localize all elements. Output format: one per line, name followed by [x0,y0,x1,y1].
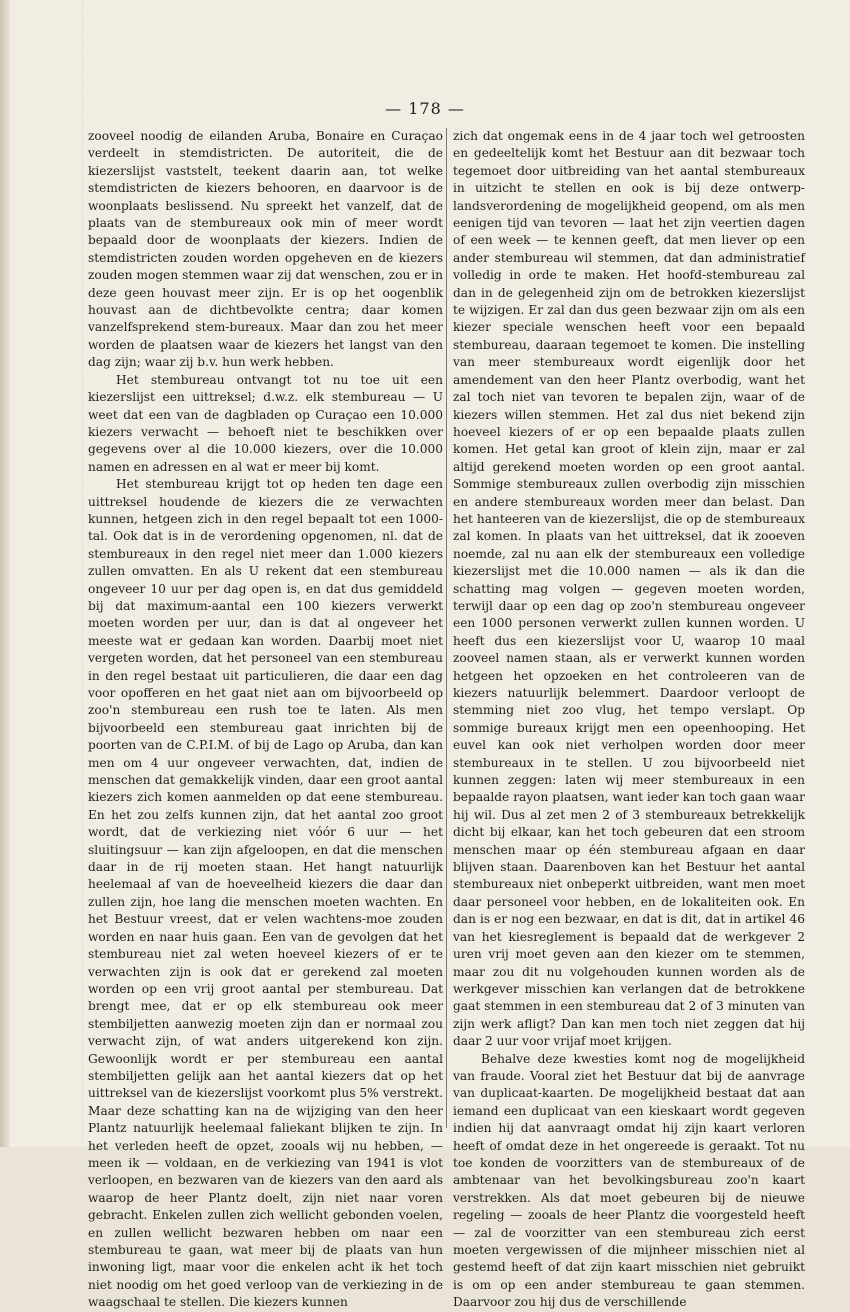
paragraph: Het stembureau ontvangt tot nu toe uit een kiezerslijst een uittreksel; d.w.z. elk stembureau — U weet dat een van de dagbladen op Curaçao een 10.000 kiezers verwacht — behoeft niet te beschikken over gegevens over al die 10.000 kiezers, over die 10.000 namen en adressen en al wat er meer bij komt. [88,372,443,474]
paragraph: zooveel noodig de eilanden Aruba, Bonaire en Curaçao verdeelt in stemdistricten. De autoriteit, die de kiezerslijst vaststelt, teekent daarin aan, tot welke stemdistricten de kiezers behooren, en daarvoor is de woonplaats beslissend. Nu spreekt het vanzelf, dat de plaats van de stembureaux ook min of meer wordt bepaald door de woonplaats der kiezers. Indien de stemdistricten zouden worden opgeheven en de kiezers zouden mogen stemmen waar zij dat wenschen, zou er in deze geen houvast meer zijn. Er is op het oogenblik houvast aan de dichtbevolkte centra; daar komen vanzelfsprekend stem-bureaux. Maar dan zou het meer worden de plaatsen waar de kiezers het langst van den dag zijn; waar zij b.v. hun werk hebben. [88,129,443,370]
left-column [88,128,443,1310]
paragraph: Het stembureau krijgt tot op heden ten dage een uittreksel houdende de kiezers die ze verwachten kunnen, hetgeen zich in den regel bepaalt tot een 1000-tal. Ook dat is in de verordening opgenomen, nl. dat de stembureaux in den regel niet meer dan 1.000 kiezers zullen omvatten. En als U rekent dat een stembureau ongeveer 10 uur per dag open is, en dat dus gemiddeld bij dat maximum-aantal een 100 kiezers verwerkt moeten worden per uur, dan is dat al ongeveer het meeste wat er gedaan kan worden. Daarbij moet niet vergeten worden, dat het personeel van een stembureau in den regel bestaat uit particulieren, die daar een dag voor opofferen en het gaat niet aan om bijvoorbeeld op zoo'n stembureau een rush toe te laten. Als men bijvoorbeeld een stembureau gaat inrichten bij de poorten van de C.P.I.M. of bij de Lago op Aruba, dan kan men om 4 uur ongeveer verwachten, dat, indien de menschen dat gemakkelijk vinden, daar een groot aantal kiezers zich komen aanmelden op dat eene stembureau. En het zou zelfs kunnen zijn, dat het aantal zoo groot wordt, dat de verkiezing niet vóór 6 uur — het sluitingsuur — kan zijn afgeloopen, en dat die menschen daar in de rij moeten staan. Het hangt natuurlijk heelemaal af van de hoeveelheid kiezers die daar dan zullen zijn, hoe lang die menschen moeten wachten. En het Bestuur vreest, dat er velen wachtens-moe zouden worden en naar huis gaan. Een van de gevolgen dat het stembureau niet zal weten hoeveel kiezers of er te verwachten zijn is ook dat er gerekend zal moeten worden op een vrij groot aantal per stembureau. Dat brengt mee, dat er op elk stembureau ook meer stembiljetten aanwezig moeten zijn dan er normaal zou verwacht zijn, of wat anders uitgerekend kon zijn. Gewoonlijk wordt er per stembureau een aantal stembiljetten gelijk aan het aantal kiezers dat op het uittreksel van de kiezerslijst voorkomt plus 5% verstrekt. Maar deze schatting kan na de wijziging van den heer Plantz natuurlijk heelemaal faliekant blijken te zijn. In het verleden heeft de opzet, zooals wij nu hebben, — meen ik — voldaan, en de verkiezing van 1941 is vlot verloopen, en bezwaren van de kiezers van den aard als waarop de heer Plantz doelt, zijn niet naar voren gebracht. Enkelen zullen zich wellicht gebonden voelen, en zullen wellicht bezwaren hebben om naar een stembureau te gaan, wat meer bij de plaats van hun inwoning ligt, maar voor die enkelen acht ik het toch niet noodig om het goed verloop van de verkiezing in de waagschaal te stellen. Die kiezers kunnen [88,477,443,1310]
binding-edge [0,0,10,1147]
paragraph: Behalve deze kwesties komt nog de mogelijkheid van fraude. Vooral ziet het Bestuur dat bij de aanvrage van duplicaat-kaarten. De mogelijkheid bestaat dat aan iemand een duplicaat van een kieskaart wordt gegeven indien hij dat aanvraagt omdat hij zijn kaart verloren heeft of omdat deze in het ongereede is geraakt. Tot nu toe konden de voorzitters van de stembureaux of de ambtenaar van het bevolkingsbureau zoo'n kaart verstrekken. Als dat moet gebeuren bij de nieuwe regeling — zooals de heer Plantz die voorgesteld heeft — zal de voorzitter van een stembureau zich eerst moeten vergewissen of die mijnheer misschien niet al gestemd heeft of dat zijn kaart misschien niet gebruikt is om op een ander stembureau te gaan stemmen. Daarvoor zou hij dus de verschillende [453,1051,805,1310]
paragraph: zich dat ongemak eens in de 4 jaar toch wel getroosten en gedeeltelijk komt het Bestuur aan dit bezwaar toch tegemoet door uitbreiding van het aantal stembureaux in uitzicht te stellen en ook is bij deze ontwerp-landsverordening de mogelijkheid geopend, om als men eenigen tijd van tevoren — laat het zijn veertien dagen of een week — te kennen geeft, dat men liever op een ander stembureau wil stemmen, dat dan administratief volledig in orde te maken. Het hoofd-stembureau zal dan in de gelegenheid zijn om de betrokken kiezerslijst te wijzigen. Er zal dan dus geen bezwaar zijn om als een kiezer speciale wenschen heeft voor een bepaald stembureau, daaraan tegemoet te komen. Die instelling van meer stembureaux wordt eigenlijk door het amendement van den heer Plantz overbodig, want het zal toch niet van tevoren te bepalen zijn, waar of de kiezers willen stemmen. Het zal dus niet bekend zijn hoeveel kiezers of er op een bepaalde plaats zullen komen. Het getal kan groot of klein zijn, maar er zal altijd gerekend moeten worden op een groot aantal. Sommige stembureaux zullen overbodig zijn misschien en andere stembureaux worden meer dan belast. Dan het hanteeren van de kiezerslijst, die op de stembureaux zal komen. In plaats van het uittreksel, dat ik zooeven noemde, zal nu aan elk der stembureaux een volledige kiezerslijst met die 10.000 namen — als ik dan die schatting mag volgen — gegeven moeten worden, terwijl daar op een dag op zoo'n stembureau ongeveer een 1000 personen verwerkt zullen kunnen worden. U heeft dus een kiezerslijst voor U, waarop 10 maal zooveel namen staan, als er verwerkt kunnen worden hetgeen het opzoeken en het controleeren van de kiezers natuurlijk belemmert. Daardoor verloopt de stemming niet zoo vlug, het tempo verslapt. Op sommige bureaux krijgt men een opeenhooping. Het euvel kan ook niet verholpen worden door meer stembureaux in te stellen. U zou bijvoorbeeld niet kunnen zeggen: laten wij meer stembureaux in een bepaalde rayon plaatsen, want ieder kan toch gaan waar hij wil. Dus al zet men 2 of 3 stembureaux betrekkelijk dicht bij elkaar, kan het toch gebeuren dat een stroom menschen maar op één stembureau afgaan en daar blijven staan. Daarenboven kan het Bestuur het aantal stembureaux niet onbeperkt uitbreiden, want men moet daar personeel voor hebben, en de lokaliteiten ook. En dan is er nog een bezwaar, en dat is dit, dat in artikel 46 van het kiesreglement is bepaald dat de werkgever 2 uren vrij moet geven aan den kiezer om te stemmen, maar zou dit nu volgehouden kunnen worden als de werkgever misschien kan verlangen dat de betrokkene gaat stemmen in een stembureau dat 2 of 3 minuten van zijn werk afligt? Dan kan men toch niet zeggen dat hij daar 2 uur voor vrijaf moet krijgen. [453,129,805,1049]
right-column [446,128,805,1310]
page-number: — 178 — [385,99,465,118]
fold-line [82,0,83,1147]
